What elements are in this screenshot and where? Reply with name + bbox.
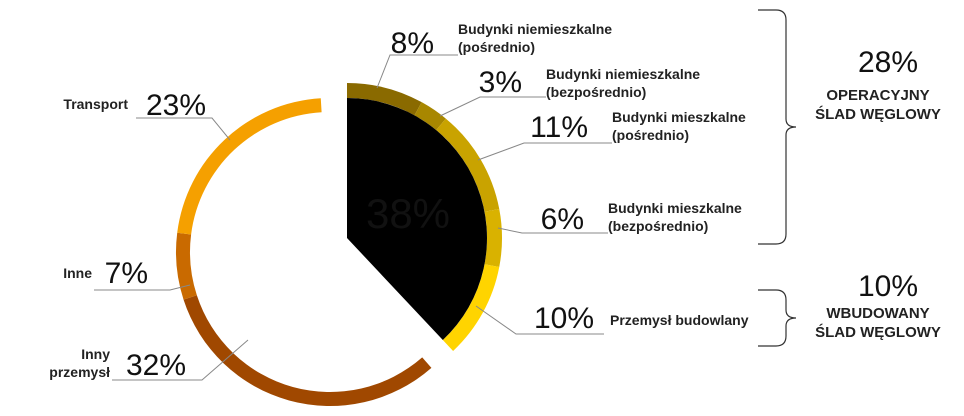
segment-6	[184, 295, 432, 406]
segment-percent-6: 32%	[125, 349, 186, 382]
segment-label-4: Budynki mieszkalne (bezpośrednio)	[608, 200, 742, 234]
leader-line-3	[478, 143, 612, 160]
brace-operational	[758, 10, 796, 244]
center-label: 38%	[365, 190, 451, 237]
segment-label-2: Budynki niemieszkalne (bezpośrednio)	[546, 66, 701, 100]
group-percent-2: 10%	[857, 270, 919, 303]
segment-percent-1: 8%	[390, 27, 434, 60]
segment-percent-3: 11%	[530, 111, 588, 144]
group-label-1: OPERACYJNY ŚLAD WĘGLOWY	[815, 87, 941, 123]
segment-label-5: Przemysł budowlany	[610, 312, 749, 328]
group-braces	[758, 10, 941, 346]
segment-percent-4: 6%	[540, 203, 584, 236]
segment-4	[485, 209, 502, 267]
segment-percent-8: 23%	[145, 89, 206, 122]
group-label-2: WBUDOWANY ŚLAD WĘGLOWY	[815, 305, 941, 341]
segment-7	[176, 233, 197, 300]
segment-label-7: Inne	[63, 265, 92, 281]
segment-label-6: Inny przemysł	[49, 346, 110, 380]
segment-percent-5: 10%	[533, 302, 594, 335]
segment-label-8: Transport	[63, 96, 128, 112]
segment-label-1: Budynki niemieszkalne (pośrednio)	[458, 21, 613, 55]
group-percent-1: 28%	[857, 46, 919, 79]
segment-percent-7: 7%	[104, 257, 148, 290]
segment-label-3: Budynki mieszkalne (pośrednio)	[612, 109, 746, 143]
brace-embodied	[758, 290, 796, 346]
segment-percent-2: 3%	[478, 66, 522, 99]
